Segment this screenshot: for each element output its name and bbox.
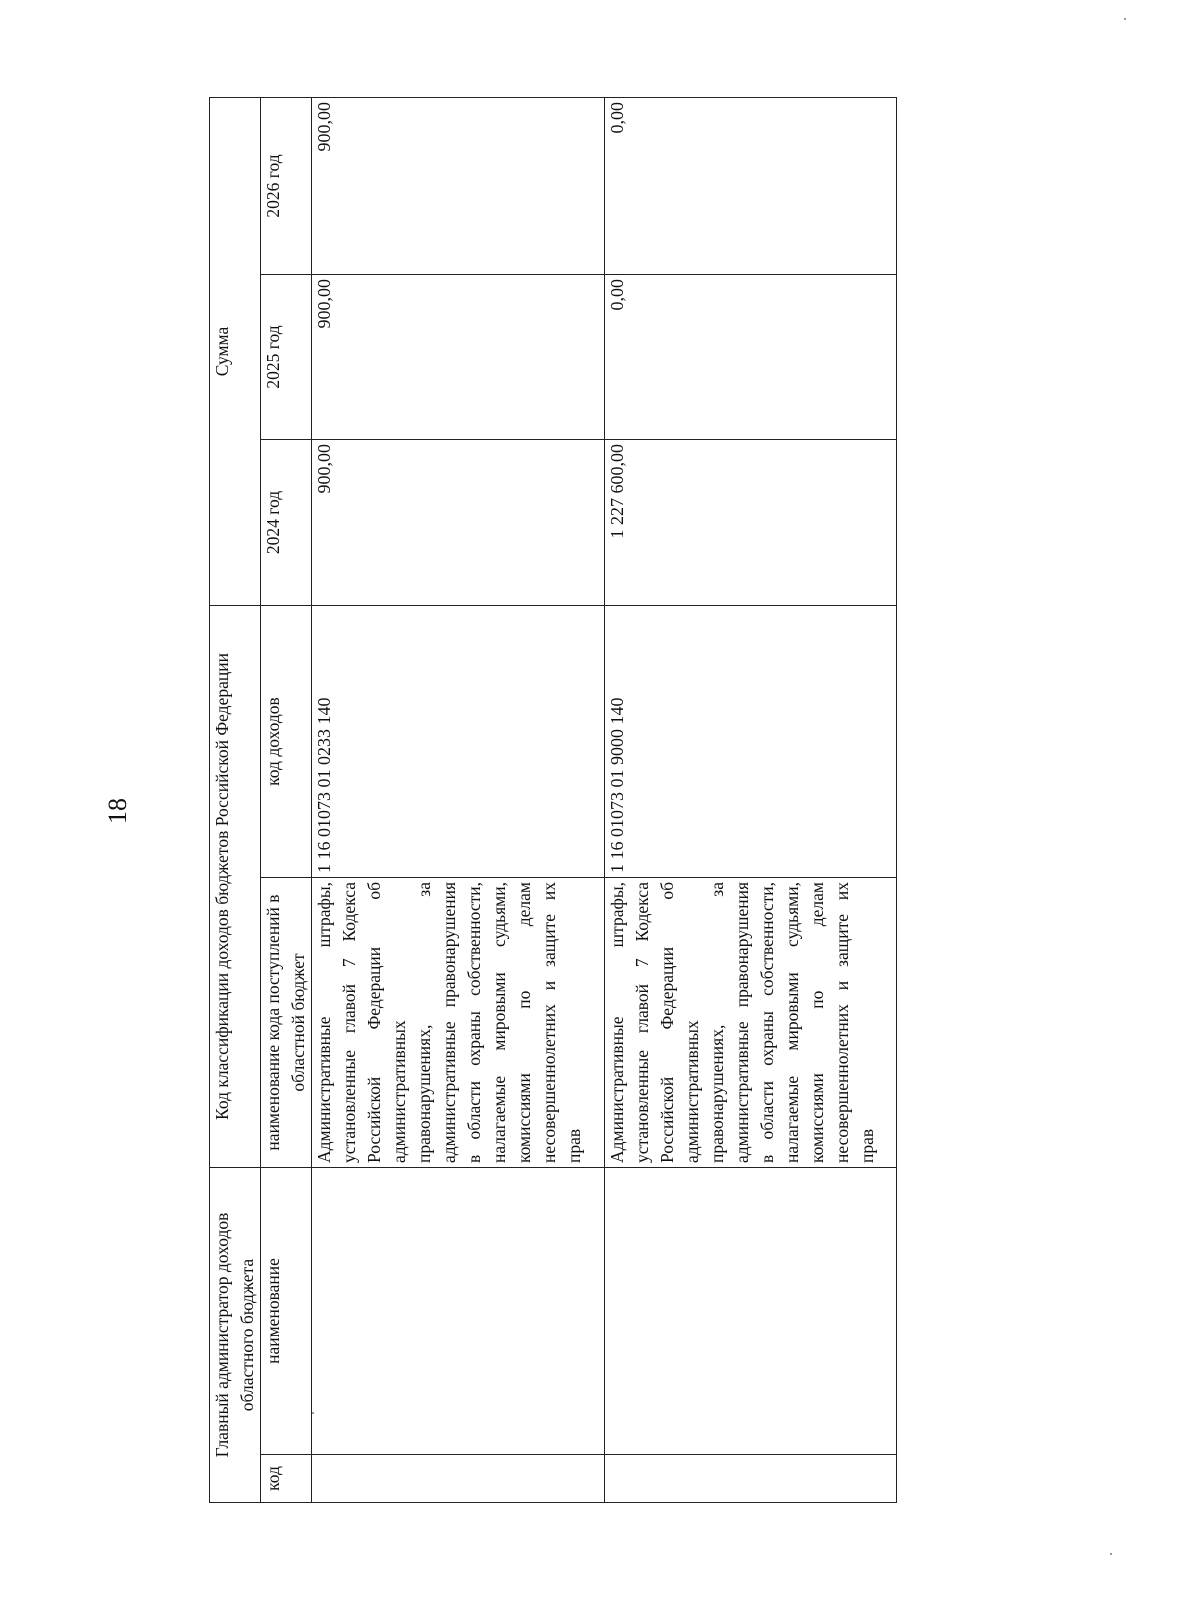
- header-sum-group: Сумма: [210, 97, 261, 605]
- cell-income-code: 1 16 01073 01 0233 140: [312, 606, 605, 878]
- table-row: [312, 97, 605, 1502]
- header-income-name: наименование кода поступлений в областной бюджет: [261, 878, 312, 1168]
- cell-admin-code: [604, 1455, 897, 1503]
- header-admin-group: Главный администратор доходов областного бюджета: [210, 1168, 261, 1503]
- header-classification-group: Код классификации доходов бюджетов Российской Федерации: [210, 606, 261, 1168]
- table-row: [604, 97, 897, 1502]
- scan-speck: [1124, 18, 1126, 20]
- header-year-2024: 2024 год: [261, 440, 312, 606]
- scan-speck: [1110, 1553, 1112, 1555]
- header-year-2026: 2026 год: [261, 97, 312, 274]
- cell-admin-code: [312, 1455, 605, 1503]
- cell-income-name: Административные штрафы, установленные главой 7 Кодекса Российской Федерации об административных правонарушениях, за административные правонарушения в области охраны собственности, налагаемые мировыми судьями, комиссиями по делам несовершеннолетних и защите их прав: [312, 878, 605, 1168]
- cell-sum-2024: 900,00: [312, 440, 605, 606]
- header-income-code: код доходов: [261, 606, 312, 878]
- cell-income-name: Административные штрафы, установленные главой 7 Кодекса Российской Федерации об административных правонарушениях, за административные правонарушения в области охраны собственности, налагаемые мировыми судьями, комиссиями по делам несовершеннолетних и защите их прав: [604, 878, 897, 1168]
- cell-sum-2024: 1 227 600,00: [604, 440, 897, 606]
- cell-income-code: 1 16 01073 01 9000 140: [604, 606, 897, 878]
- cell-sum-2026: 0,00: [604, 97, 897, 274]
- header-admin-code: код: [261, 1455, 312, 1503]
- cell-admin-name: [312, 1168, 605, 1455]
- header-year-2025: 2025 год: [261, 275, 312, 440]
- cell-admin-name: [604, 1168, 897, 1455]
- rotated-table-wrapper: [209, 98, 897, 1503]
- cell-sum-2026: 900,00: [312, 97, 605, 274]
- header-admin-name: наименование: [261, 1168, 312, 1455]
- cell-sum-2025: 0,00: [604, 275, 897, 440]
- revenue-table: [209, 97, 897, 1503]
- cell-sum-2025: 900,00: [312, 275, 605, 440]
- page-number: 18: [103, 798, 132, 824]
- scan-speck: [312, 1412, 314, 1414]
